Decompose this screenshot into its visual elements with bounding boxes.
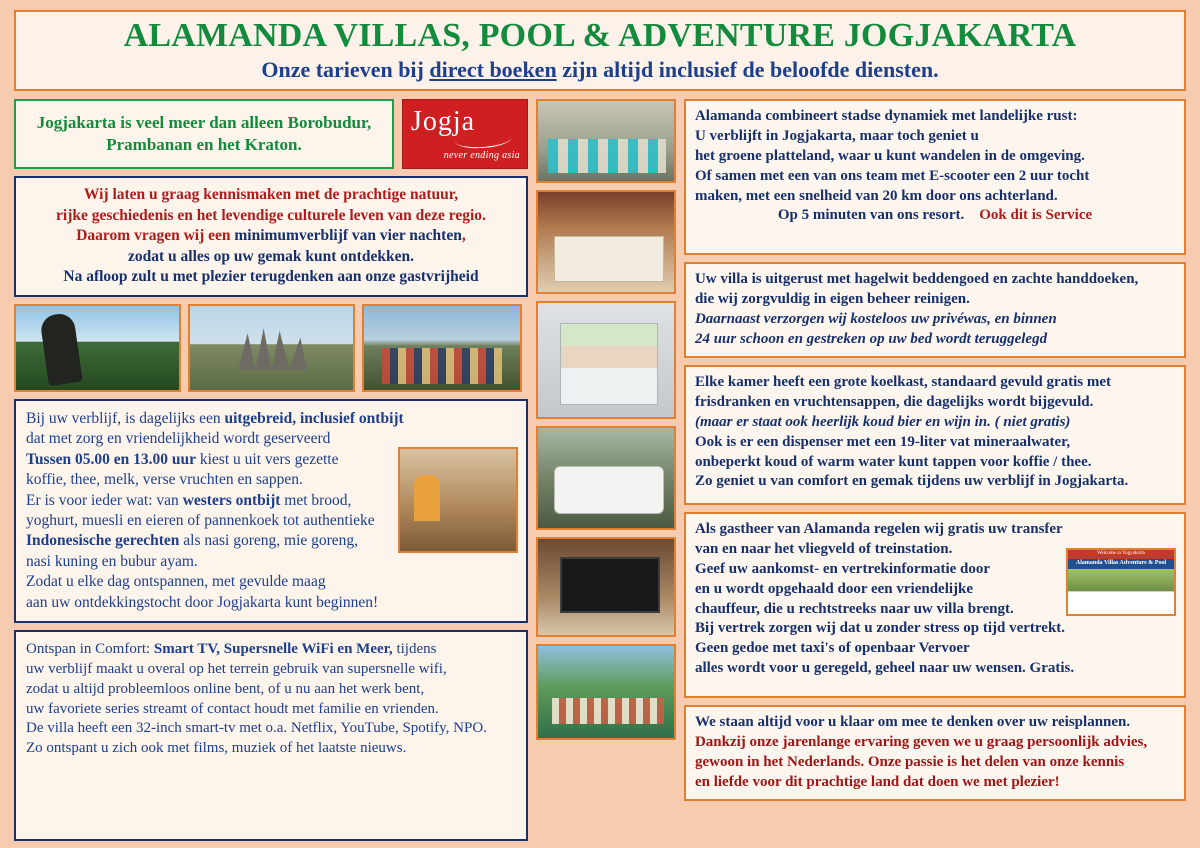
swirl-icon — [454, 130, 511, 151]
transfer-line-1: Als gastheer van Alamanda regelen wij gratis uw transfer — [694, 521, 1063, 538]
advice-box — [684, 705, 1186, 800]
breakfast-table-photo — [398, 447, 518, 553]
fridge-line-3: (maar er staat ook heerlijk koud bier en wijn in. ( niet gratis) — [694, 414, 1071, 431]
linen-line-4: 24 uur schoon en gestreken op uw bed wordt teruggelegd — [694, 330, 1048, 347]
jogja-logo-tagline: never ending asia — [443, 150, 520, 162]
nature-line-3c: , — [461, 227, 466, 245]
fridge-line-1: Elke kamer heeft een grote koelkast, standaard gevuld gratis met — [694, 374, 1112, 391]
breakfast-line-7a: Indonesische gerechten — [26, 532, 180, 550]
fridge-line-5: onbeperkt koud of warm water kunt tappen voor koffie / thee. — [694, 453, 1092, 470]
breakfast-line-5a: Er is voor ieder wat: van — [26, 491, 183, 509]
nature-line-1: Wij laten u graag kennismaken met de prachtige natuur, — [83, 186, 459, 204]
location-line-6a: Op 5 minuten van ons resort. — [777, 207, 965, 224]
comfort-line-5: De villa heeft een 32-inch smart-tv met o.a. Netflix, YouTube, Spotify, NPO. — [26, 720, 487, 737]
breakfast-line-3b: kiest u uit vers gezette — [195, 450, 339, 468]
transfer-line-2: van en naar het vliegveld of treinstation. — [694, 541, 953, 558]
middle-photo-column — [536, 99, 676, 841]
prambanan-temple-photo — [188, 304, 355, 392]
poster-columns — [14, 99, 1186, 841]
jogja-logo — [402, 99, 528, 169]
comfort-line-1 — [26, 640, 516, 660]
advice-line-4: en liefde voor dit prachtige land dat doen we met plezier! — [694, 773, 1060, 790]
fridge-line-4: Ook is er een dispenser met een 19-liter vat mineraalwater, — [694, 433, 1071, 450]
location-box — [684, 99, 1186, 255]
transfer-line-6: Bij vertrek zorgen wij dat u zonder stress op tijd vertrekt. — [694, 620, 1066, 637]
subtitle-link[interactable]: direct boeken — [429, 57, 557, 83]
intro-line-2: Prambanan en het Kraton. — [106, 135, 302, 155]
breakfast-line-1a: Bij uw verblijf, is dagelijks een — [26, 409, 225, 427]
transfer-van-photo — [536, 426, 676, 530]
transfer-line-5: chauffeur, die u rechtstreeks naar uw villa brengt. — [694, 600, 1014, 617]
page-subtitle — [16, 57, 1184, 83]
fridge-line-2: frisdranken en vruchtensappen, die dagelijks wordt bijgevuld. — [694, 394, 1094, 411]
linen-box — [684, 262, 1186, 358]
transfer-line-7: Geen gedoe met taxi's of openbaar Vervoer — [694, 640, 970, 657]
breakfast-line-3a: Tussen 05.00 en 13.00 uur — [26, 450, 196, 468]
transfer-line-8: alles wordt voor u geregeld, geheel naar uw wensen. Gratis. — [694, 660, 1075, 677]
nature-line-3 — [24, 226, 518, 246]
fridge-line-6: Zo geniet u van comfort en gemak tijdens uw verblijf in Jogjakarta. — [694, 473, 1129, 490]
advice-line-1: We staan altijd voor u klaar om mee te denken over uw reisplannen. — [694, 714, 1131, 731]
nature-line-2: rijke geschiedenis en het levendige culturele leven van deze regio. — [56, 206, 486, 224]
breakfast-line-4: koffie, thee, melk, verse vruchten en sappen. — [26, 471, 303, 489]
linen-line-3: Daarnaast verzorgen wij kosteloos uw privéwas, en binnen — [694, 311, 1057, 328]
right-column — [684, 99, 1186, 841]
transfer-line-4: en u wordt opgehaald door een vriendelijke — [694, 580, 974, 597]
transfer-box — [684, 512, 1186, 698]
location-line-4: Of samen met een van ons team met E-scooter een 2 uur tocht — [694, 167, 1090, 184]
breakfast-line-5c: met brood, — [280, 491, 352, 509]
e-scooter-tour-photo — [536, 99, 676, 183]
breakfast-line-1 — [26, 409, 516, 429]
poster-header — [14, 10, 1186, 91]
location-line-5: maken, met een snelheid van 20 km door ons achterland. — [694, 187, 1058, 204]
intro-line-1: Jogjakarta is veel meer dan alleen Borobudur, — [36, 113, 372, 133]
linen-line-1: Uw villa is uitgerust met hagelwit beddengoed en zachte handdoeken, — [694, 271, 1139, 288]
comfort-line-1a: Ontspan in Comfort: — [26, 641, 154, 658]
breakfast-line-1b: uitgebreid, inclusief ontbijt — [224, 409, 404, 427]
breakfast-line-9: Zodat u elke dag ontspannen, met gevulde maag — [26, 573, 326, 591]
left-column — [14, 99, 528, 841]
comfort-line-6: Zo ontspant u zich ook met films, muziek of het laatste nieuws. — [26, 740, 407, 757]
welcome-sign-photo — [1066, 548, 1176, 616]
subtitle-prefix: Onze tarieven bij — [261, 57, 430, 83]
location-line-3: het groene platteland, waar u kunt wandelen in de omgeving. — [694, 148, 1085, 165]
comfort-line-3: zodat u altijd probleemloos online bent, of u nu aan het werk bent, — [26, 680, 425, 697]
comfort-line-4: uw favoriete series streamt of contact houdt met familie en vrienden. — [26, 700, 439, 717]
nature-line-3a: Daarom vragen wij een — [76, 227, 235, 245]
breakfast-line-8: nasi kuning en bubur ayam. — [26, 552, 198, 570]
welcome-sign-mid-text: Alamanda Villas Adventure & Pool — [1068, 559, 1174, 569]
location-line-6b: Ook dit is Service — [979, 207, 1093, 224]
welcome-sign-blank — [1068, 591, 1174, 610]
stocked-fridge-photo — [536, 301, 676, 419]
comfort-line-1c: tijdens — [392, 641, 437, 658]
breakfast-line-7b: als nasi goreng, mie goreng, — [179, 532, 359, 550]
transfer-line-3: Geef uw aankomst- en vertrekinformatie door — [694, 561, 991, 578]
breakfast-box — [14, 399, 528, 624]
smart-tv-livingroom-photo — [536, 537, 676, 637]
villa-bedroom-photo — [536, 190, 676, 294]
hand-rock-viewpoint-photo — [14, 304, 181, 392]
nature-line-4: zodat u alles op uw gemak kunt ontdekken. — [128, 247, 414, 265]
nature-line-3b: minimumverblijf van vier nachten — [234, 227, 462, 245]
location-line-1: Alamanda combineert stadse dynamiek met landelijke rust: — [694, 108, 1078, 125]
breakfast-line-2: dat met zorg en vriendelijkheid wordt geserveerd — [26, 430, 331, 448]
welcome-sign-top-text: Welcome in Yogyakarta — [1068, 550, 1174, 559]
page-title: ALAMANDA VILLAS, POOL & ADVENTURE JOGJAKARTA — [123, 17, 1077, 54]
intro-box — [14, 99, 394, 169]
location-line-6 — [695, 206, 1175, 226]
jogja-logo-text: Jogja — [410, 106, 476, 138]
comfort-line-1b: Smart TV, Supersnelle WiFi en Meer, — [153, 641, 393, 658]
intro-row — [14, 99, 528, 169]
comfort-line-2: uw verblijf maakt u overal op het terrein gebruik van supersnelle wifi, — [26, 661, 447, 678]
breakfast-line-6: yoghurt, muesli en eieren of pannenkoek tot authentieke — [26, 512, 375, 530]
nature-box — [14, 176, 528, 296]
pool-group-jump-photo — [536, 644, 676, 740]
group-volcano-photo — [362, 304, 522, 392]
subtitle-suffix: zijn altijd inclusief de beloofde diensten. — [556, 57, 939, 83]
nature-line-5: Na afloop zult u met plezier terugdenken aan onze gastvrijheid — [63, 268, 479, 286]
location-line-2: U verblijft in Jogjakarta, maar toch geniet u — [694, 128, 979, 145]
advice-line-2: Dankzij onze jarenlange ervaring geven we u graag persoonlijk advies, — [694, 734, 1148, 751]
advice-line-3: gewoon in het Nederlands. Onze passie is het delen van onze kennis — [694, 754, 1125, 771]
comfort-box — [14, 630, 528, 841]
photo-row — [14, 304, 528, 392]
breakfast-line-10: aan uw ontdekkingstocht door Jogjakarta kunt beginnen! — [26, 593, 379, 611]
welcome-sign-image — [1068, 569, 1174, 591]
breakfast-line-5b: westers ontbijt — [182, 491, 281, 509]
linen-line-2: die wij zorgvuldig in eigen beheer reinigen. — [694, 291, 970, 308]
fridge-box — [684, 365, 1186, 505]
